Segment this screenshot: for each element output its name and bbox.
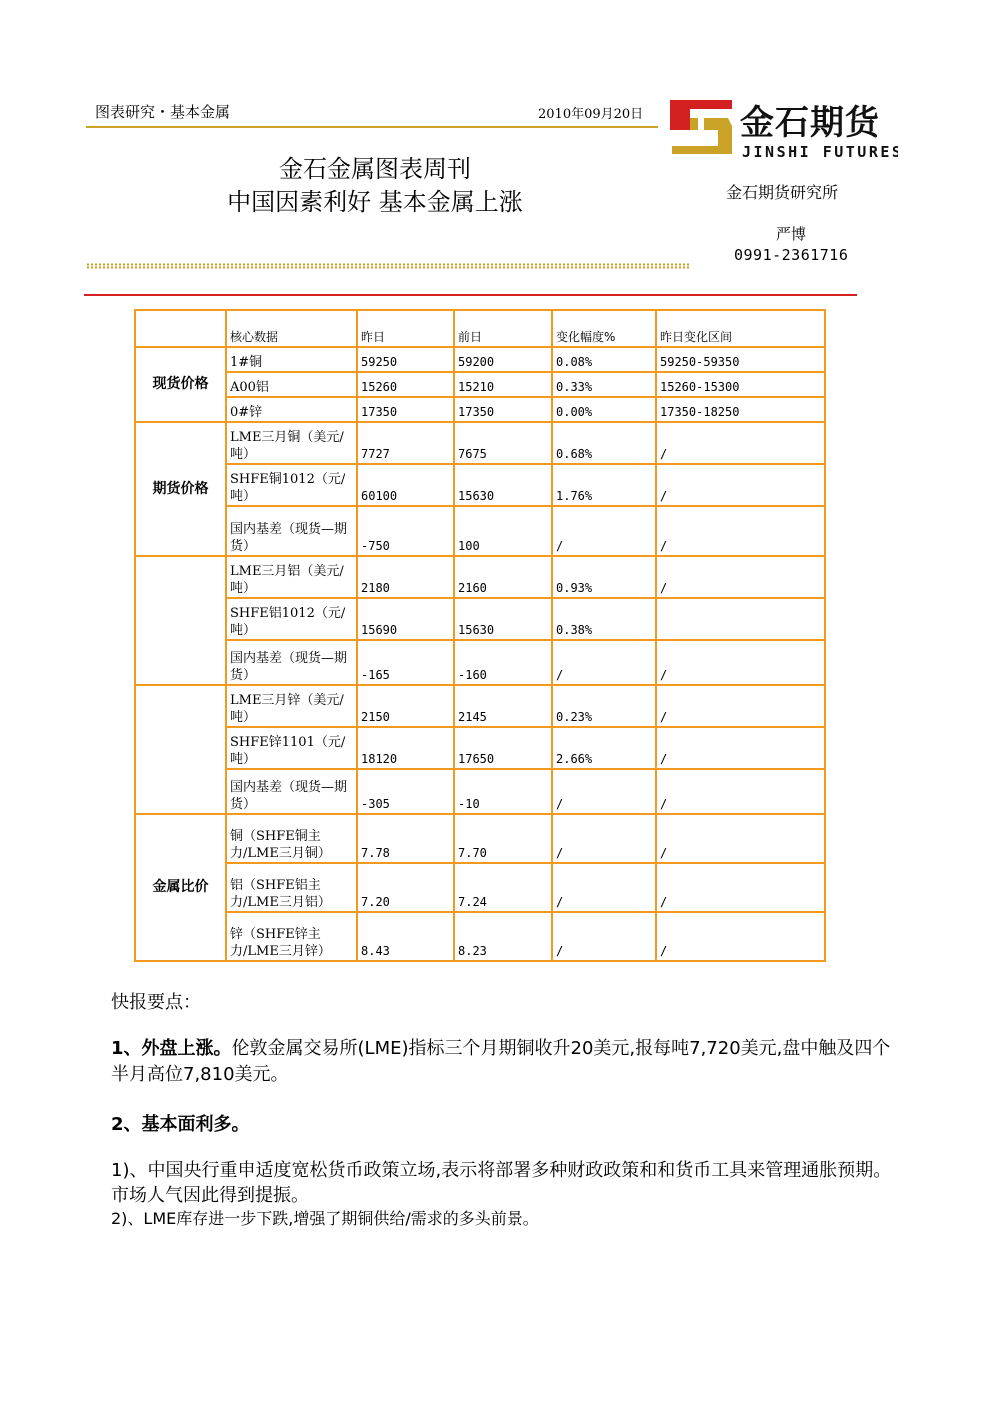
table-header-row xyxy=(135,310,825,347)
note-paragraph-4: 2)、LME库存进一步下跌,增强了期铜供给/需求的多头前景。 xyxy=(111,1209,539,1228)
table-row xyxy=(135,422,825,464)
table-row xyxy=(135,912,825,961)
note-text: 伦敦金属交易所(LME)指标三个月期铜收升20美元,报每吨7,720美元,盘中触及四个半月高位7,810美元。 xyxy=(111,1038,891,1085)
value-cell: 2145 xyxy=(454,685,552,727)
value-cell: 7727 xyxy=(357,422,454,464)
value-cell: 1.76% xyxy=(552,464,656,506)
value-cell: 15260 xyxy=(357,372,454,397)
item-cell: LME三月锌（美元/吨） xyxy=(226,685,357,727)
note-paragraph-1 xyxy=(111,1036,891,1088)
value-cell: 8.23 xyxy=(454,912,552,961)
value-cell: / xyxy=(656,863,825,912)
value-cell: / xyxy=(656,464,825,506)
value-cell: 0.23% xyxy=(552,685,656,727)
table-header-cell: 昨日 xyxy=(357,310,454,347)
value-cell: 7675 xyxy=(454,422,552,464)
table-row xyxy=(135,506,825,556)
red-divider xyxy=(84,294,857,296)
value-cell: 0.38% xyxy=(552,598,656,640)
value-cell: 60100 xyxy=(357,464,454,506)
table-row xyxy=(135,556,825,598)
note-paragraph-2: 2、基本面利多。 xyxy=(111,1114,250,1135)
value-cell: -750 xyxy=(357,506,454,556)
value-cell xyxy=(656,598,825,640)
value-cell: 15260-15300 xyxy=(656,372,825,397)
table-row xyxy=(135,769,825,814)
report-subtitle: 中国因素利好 基本金属上涨 xyxy=(227,188,523,216)
table-header-cell xyxy=(135,310,226,347)
report-category: 图表研究・基本金属 xyxy=(95,103,231,121)
value-cell: -10 xyxy=(454,769,552,814)
table-row xyxy=(135,640,825,685)
table-row xyxy=(135,814,825,863)
value-cell: / xyxy=(656,685,825,727)
item-cell: SHFE铜1012（元/吨） xyxy=(226,464,357,506)
item-cell: SHFE铝1012（元/吨） xyxy=(226,598,357,640)
item-cell: 国内基差（现货—期货） xyxy=(226,640,357,685)
value-cell: 7.24 xyxy=(454,863,552,912)
table-header-cell: 昨日变化区间 xyxy=(656,310,825,347)
author-phone: 0991-2361716 xyxy=(734,246,849,264)
notes-heading: 快报要点： xyxy=(111,992,201,1013)
section-label-blank xyxy=(135,556,226,685)
author-name: 严博 xyxy=(776,225,807,243)
metals-data-table xyxy=(134,309,826,962)
item-cell: 铝（SHFE铝主力/LME三月铝） xyxy=(226,863,357,912)
item-cell: 1#铜 xyxy=(226,347,357,372)
value-cell: 17650 xyxy=(454,727,552,769)
value-cell: 2180 xyxy=(357,556,454,598)
value-cell: / xyxy=(552,506,656,556)
item-cell: 国内基差（现货—期货） xyxy=(226,769,357,814)
value-cell: 2.66% xyxy=(552,727,656,769)
value-cell: / xyxy=(552,912,656,961)
table-row xyxy=(135,372,825,397)
table-row xyxy=(135,464,825,506)
value-cell: / xyxy=(552,863,656,912)
value-cell: / xyxy=(656,814,825,863)
svg-text:金石期货: 金石期货 xyxy=(740,103,880,143)
section-label-blank xyxy=(135,685,226,814)
value-cell: / xyxy=(656,769,825,814)
header-divider xyxy=(86,126,658,128)
value-cell: / xyxy=(656,556,825,598)
value-cell: 7.70 xyxy=(454,814,552,863)
value-cell: 100 xyxy=(454,506,552,556)
value-cell: / xyxy=(552,769,656,814)
section-label-ratio: 金属比价 xyxy=(135,814,226,961)
value-cell: 0.68% xyxy=(552,422,656,464)
value-cell: 59250-59350 xyxy=(656,347,825,372)
item-cell: 铜（SHFE铜主力/LME三月铜） xyxy=(226,814,357,863)
value-cell: / xyxy=(656,422,825,464)
value-cell: 0.08% xyxy=(552,347,656,372)
research-institute: 金石期货研究所 xyxy=(726,183,839,202)
item-cell: A00铝 xyxy=(226,372,357,397)
value-cell: 8.43 xyxy=(357,912,454,961)
value-cell: 0.93% xyxy=(552,556,656,598)
value-cell: 17350 xyxy=(357,397,454,422)
value-cell: 17350 xyxy=(454,397,552,422)
item-cell: SHFE锌1101（元/吨） xyxy=(226,727,357,769)
table-row xyxy=(135,598,825,640)
value-cell: 15630 xyxy=(454,464,552,506)
table-row xyxy=(135,397,825,422)
table-header-cell: 变化幅度% xyxy=(552,310,656,347)
value-cell: 7.20 xyxy=(357,863,454,912)
item-cell: 0#锌 xyxy=(226,397,357,422)
value-cell: / xyxy=(552,640,656,685)
value-cell: 17350-18250 xyxy=(656,397,825,422)
value-cell: / xyxy=(656,727,825,769)
dotted-divider xyxy=(86,263,691,269)
value-cell: 7.78 xyxy=(357,814,454,863)
table-row xyxy=(135,685,825,727)
value-cell: / xyxy=(656,506,825,556)
table-row xyxy=(135,347,825,372)
value-cell: 59200 xyxy=(454,347,552,372)
value-cell: 59250 xyxy=(357,347,454,372)
value-cell: 15690 xyxy=(357,598,454,640)
value-cell: 0.33% xyxy=(552,372,656,397)
table-row xyxy=(135,727,825,769)
value-cell: -305 xyxy=(357,769,454,814)
value-cell: 2150 xyxy=(357,685,454,727)
svg-text:JINSHI FUTURES: JINSHI FUTURES xyxy=(742,143,898,161)
value-cell: 2160 xyxy=(454,556,552,598)
value-cell: 18120 xyxy=(357,727,454,769)
note-paragraph-3: 1)、中国央行重申适度宽松货币政策立场,表示将部署多种财政政策和和货币工具来管理通胀预期。市场人气因此得到提振。 xyxy=(111,1160,892,1206)
report-title: 金石金属图表周刊 xyxy=(279,155,471,183)
value-cell: -160 xyxy=(454,640,552,685)
item-cell: 锌（SHFE锌主力/LME三月锌） xyxy=(226,912,357,961)
value-cell: 15630 xyxy=(454,598,552,640)
value-cell: / xyxy=(656,640,825,685)
item-cell: LME三月铜（美元/吨） xyxy=(226,422,357,464)
table-header-cell: 核心数据 xyxy=(226,310,357,347)
item-cell: LME三月铝（美元/吨） xyxy=(226,556,357,598)
value-cell: 15210 xyxy=(454,372,552,397)
section-label-futures: 期货价格 xyxy=(135,422,226,556)
value-cell: -165 xyxy=(357,640,454,685)
report-date: 2010年09月20日 xyxy=(538,107,644,122)
table-header-cell: 前日 xyxy=(454,310,552,347)
note-lead: 1、外盘上涨。 xyxy=(111,1038,232,1059)
value-cell: / xyxy=(656,912,825,961)
section-label-spot: 现货价格 xyxy=(135,347,226,422)
value-cell: / xyxy=(552,814,656,863)
item-cell: 国内基差（现货—期货） xyxy=(226,506,357,556)
table-row xyxy=(135,863,825,912)
value-cell: 0.00% xyxy=(552,397,656,422)
